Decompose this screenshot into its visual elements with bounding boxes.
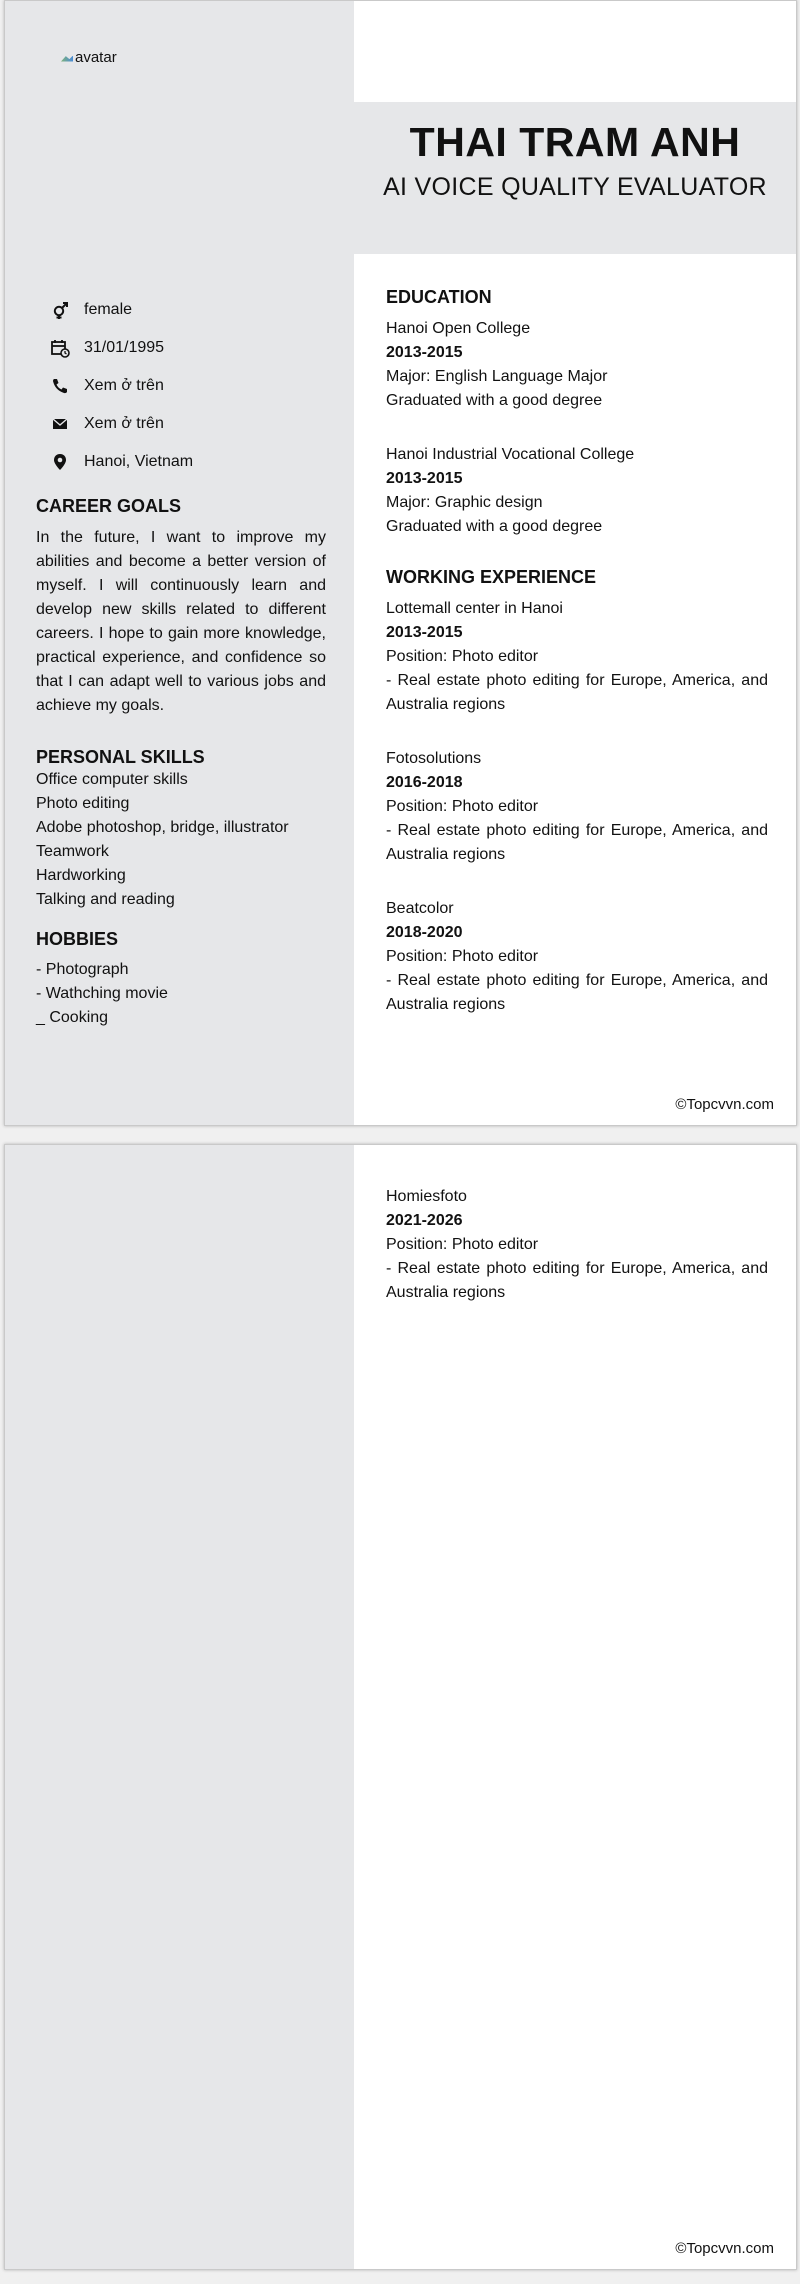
- experience-continued: [386, 1185, 768, 1305]
- experience-entry: [386, 747, 768, 867]
- location-icon: [49, 451, 71, 473]
- experience-description: - Real estate photo editing for Europe, America, and Australia regions: [386, 972, 768, 1013]
- education-detail: Major: English Language Major: [386, 368, 608, 385]
- education-years: 2013-2015: [386, 470, 463, 487]
- skill-item: Photo editing: [36, 795, 130, 812]
- skill-item: Hardworking: [36, 867, 126, 884]
- experience-years: 2021-2026: [386, 1212, 463, 1229]
- experience-title: WORKING EXPERIENCE: [386, 567, 597, 587]
- skills-section: [36, 747, 326, 912]
- experience-description: - Real estate photo editing for Europe, America, and Australia regions: [386, 1260, 768, 1301]
- experience-position: Position: Photo editor: [386, 948, 539, 965]
- contact-birthday: [49, 329, 193, 367]
- avatar: [61, 49, 117, 66]
- education-entry: [386, 317, 768, 413]
- cv-page-2: [4, 1144, 797, 2270]
- education-school: Hanoi Open College: [386, 320, 531, 337]
- education-title: EDUCATION: [386, 287, 492, 307]
- skill-item: Teamwork: [36, 843, 109, 860]
- education-entry: [386, 443, 768, 539]
- skills-title: PERSONAL SKILLS: [36, 747, 205, 767]
- experience-company: Homiesfoto: [386, 1188, 467, 1205]
- hobbies-title: HOBBIES: [36, 929, 119, 949]
- experience-section: [386, 567, 768, 1017]
- experience-position: Position: Photo editor: [386, 648, 539, 665]
- broken-image-icon: [61, 53, 73, 63]
- education-school: Hanoi Industrial Vocational College: [386, 446, 635, 463]
- hobby-item: _ Cooking: [36, 1009, 109, 1026]
- education-detail: Major: Graphic design: [386, 494, 543, 511]
- footer-credit: ©Topcvvn.com: [675, 2240, 774, 2257]
- contact-gender: [49, 291, 193, 329]
- contact-phone-value: Xem ở trên: [84, 377, 164, 394]
- education-section: [386, 287, 768, 539]
- career-goals-text: In the future, I want to improve my abilities and become a better version of myself. I will continuously learn and develop new skills related to different careers. I hope to gain more knowledge, practical experience, and confidence so that I can adapt well to various jobs and achieve my goals.: [36, 529, 326, 714]
- contact-list: [49, 291, 193, 481]
- skill-item: Adobe photoshop, bridge, illustrator: [36, 819, 289, 836]
- hobby-item: - Photograph: [36, 961, 129, 978]
- gender-icon: [49, 299, 71, 321]
- cv-page-1: [4, 0, 797, 1126]
- candidate-name: THAI TRAM ANH: [409, 119, 741, 165]
- contact-location-value: Hanoi, Vietnam: [84, 453, 194, 470]
- experience-position: Position: Photo editor: [386, 798, 539, 815]
- contact-email: [49, 405, 193, 443]
- phone-icon: [49, 375, 71, 397]
- calendar-icon: [49, 337, 71, 359]
- experience-years: 2013-2015: [386, 624, 463, 641]
- experience-years: 2018-2020: [386, 924, 463, 941]
- experience-description: - Real estate photo editing for Europe, America, and Australia regions: [386, 822, 768, 863]
- education-detail: Graduated with a good degree: [386, 392, 603, 409]
- experience-company: Beatcolor: [386, 900, 454, 917]
- candidate-role: AI VOICE QUALITY EVALUATOR: [383, 173, 767, 201]
- footer-credit: ©Topcvvn.com: [675, 1096, 774, 1113]
- skill-item: Office computer skills: [36, 771, 188, 788]
- hobby-item: - Wathching movie: [36, 985, 168, 1002]
- contact-phone: [49, 367, 193, 405]
- contact-gender-value: female: [84, 301, 133, 318]
- hobbies-section: [36, 929, 326, 1030]
- experience-entry: [386, 1185, 768, 1305]
- education-years: 2013-2015: [386, 344, 463, 361]
- sidebar-background: [5, 1145, 354, 2269]
- contact-location: [49, 443, 193, 481]
- experience-company: Fotosolutions: [386, 750, 482, 767]
- experience-company: Lottemall center in Hanoi: [386, 600, 563, 617]
- contact-email-value: Xem ở trên: [84, 415, 164, 432]
- skill-item: Talking and reading: [36, 891, 175, 908]
- mail-icon: [49, 413, 71, 435]
- experience-entry: [386, 597, 768, 717]
- avatar-alt-text: avatar: [75, 49, 117, 66]
- experience-years: 2016-2018: [386, 774, 463, 791]
- contact-birthday-value: 31/01/1995: [84, 339, 165, 356]
- career-goals-section: [36, 496, 326, 718]
- experience-entry: [386, 897, 768, 1017]
- experience-position: Position: Photo editor: [386, 1236, 539, 1253]
- career-goals-title: CAREER GOALS: [36, 496, 182, 516]
- education-detail: Graduated with a good degree: [386, 518, 603, 535]
- experience-description: - Real estate photo editing for Europe, America, and Australia regions: [386, 672, 768, 713]
